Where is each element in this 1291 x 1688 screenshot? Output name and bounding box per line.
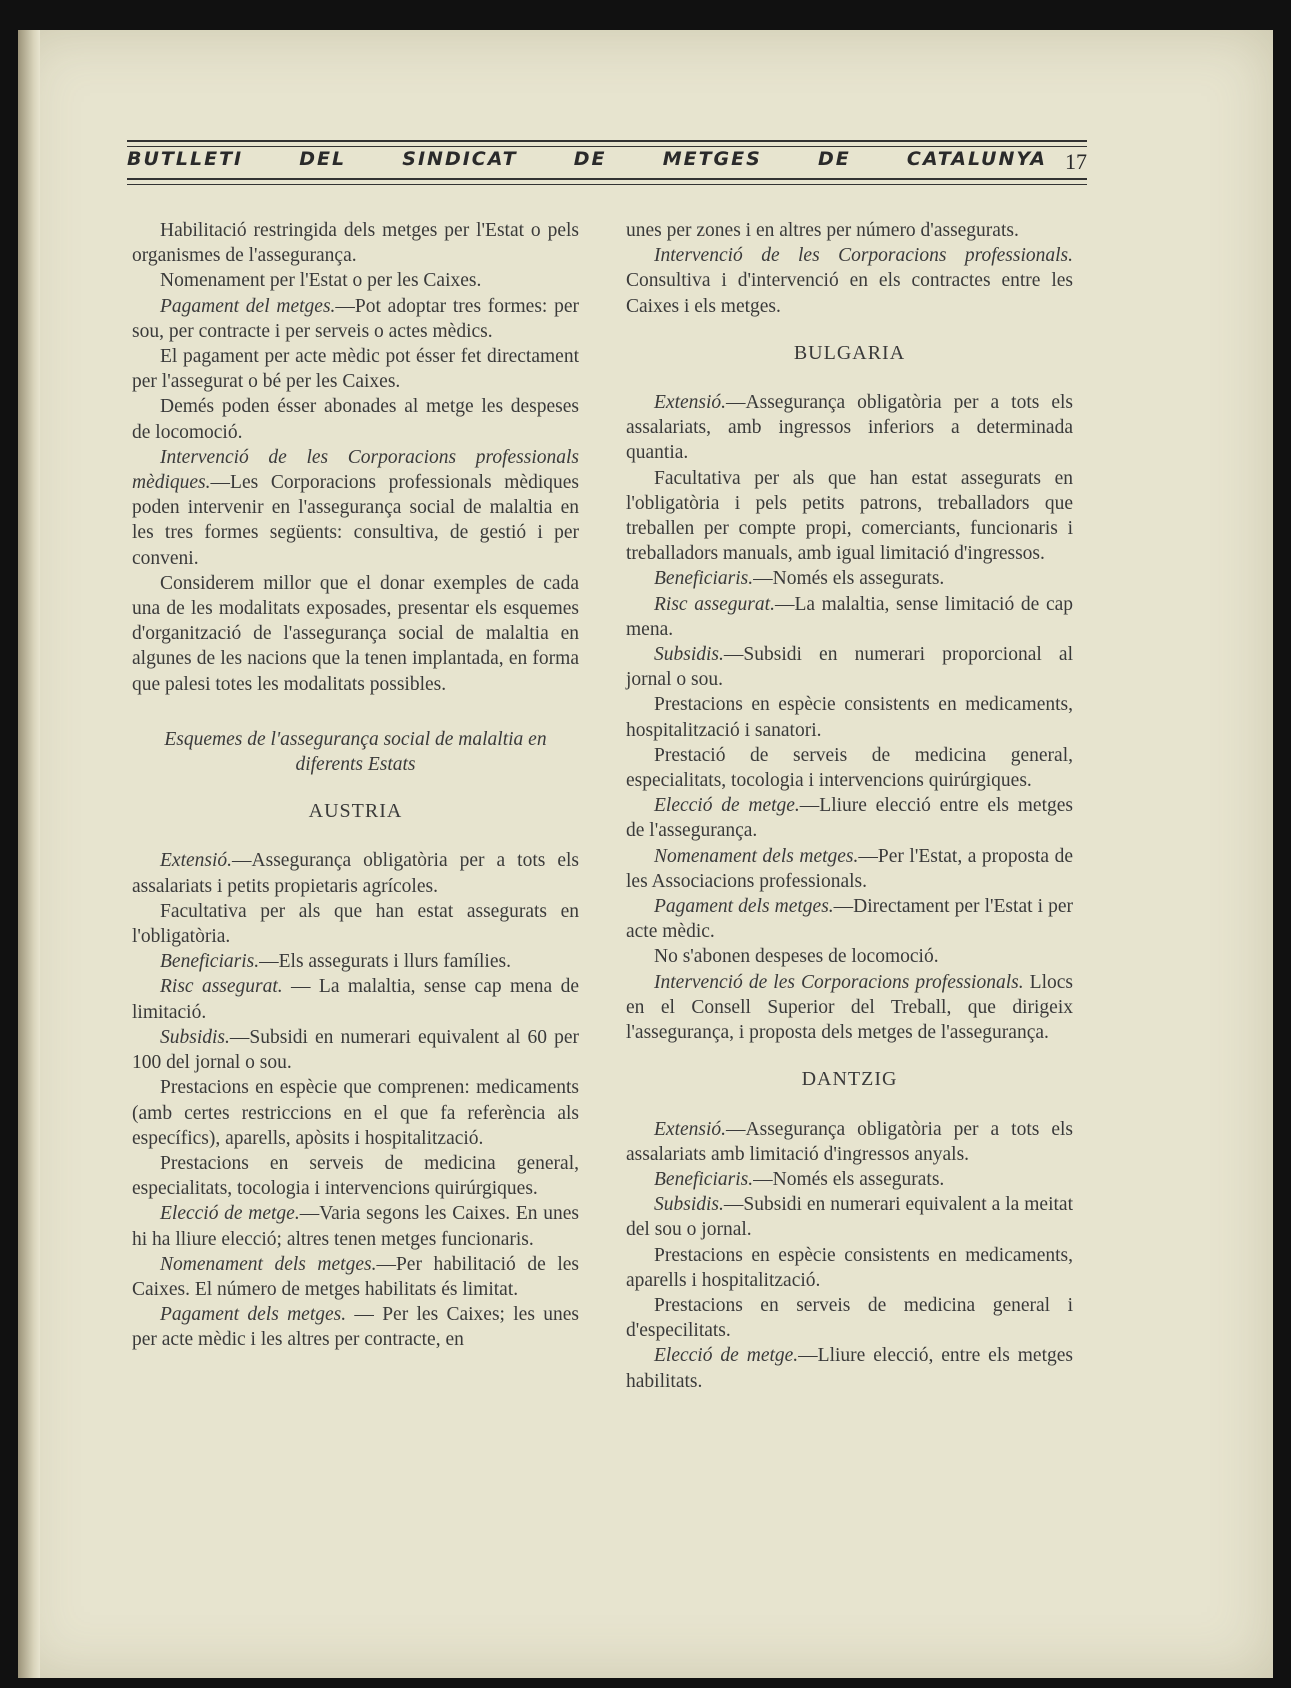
paragraph: Demés poden ésser abonades al metge les despeses de locomoció. — [132, 396, 579, 443]
paragraph: El pagament per acte mèdic pot ésser fet directament per l'assegurat o bé per les Caixes. — [132, 346, 579, 393]
paragraph: Prestacions en serveis de medicina general i d'especilitats. — [626, 1294, 1073, 1342]
paragraph: Intervenció de les Corporacions professionals mèdiques.—Les Corporacions professionals mèdiques poden intervenir en l'assegurança social de malaltia en les tres formes següents: consultiva, de gestió i per conveni. — [132, 446, 579, 569]
paragraph-label: Beneficiaris. — [654, 568, 754, 590]
paragraph-label: Subsidis. — [160, 1026, 230, 1048]
paragraph: Prestacions en espècie consistents en medicaments, hospitalització i sanatori. — [626, 694, 1073, 741]
header-rule-top — [127, 140, 1087, 147]
paragraph: Beneficiaris.—Els assegurats i llurs famílies. — [160, 951, 511, 973]
paragraph: Extensió.—Assegurança obligatòria per a tots els assalariats, amb ingressos inferiors a determinada quantia. — [626, 392, 1073, 464]
paragraph-label: Elecció de metge. — [654, 1345, 799, 1367]
paragraph: Pagament dels metges. — Per les Caixes; les unes per acte mèdic i les altres per contracte, en — [132, 1304, 579, 1351]
title-word: BUTLLETI — [127, 148, 244, 170]
paragraph-label: Intervenció de les Corporacions professionals. — [654, 971, 1024, 993]
paragraph: Intervenció de les Corporacions professionals. Llocs en el Consell Superior del Treball, que dirigeix l'assegurança, i proposta dels metges de l'assegurança. — [626, 971, 1073, 1044]
paragraph-label: Nomenament dels metges. — [654, 845, 859, 867]
paragraph: Considerem millor que el donar exemples de cada una de les modalitats exposades, presentar els esquemes d'organització de l'assegurança social de malaltia en algunes de les nacions que la tenen implantada, en forma que palesi totes les modalitats possibles. — [132, 572, 579, 695]
paragraph: Nomenament dels metges.—Per l'Estat, a proposta de les Associacions professionals. — [626, 845, 1073, 892]
paragraph-label: Intervenció de les Corporacions professionals. — [654, 245, 1073, 267]
paragraph-label: Beneficiaris. — [160, 951, 260, 973]
title-word: DE — [573, 148, 607, 170]
title-word: DE — [817, 148, 851, 170]
paragraph: Facultativa per als que han estat assegurats en l'obligatòria i pels petits patrons, treballadors que treballen per compte propi, comerciants, funcionaris i treballadors manuals, amb igual limitació d'ingressos. — [626, 467, 1073, 565]
paragraph: Elecció de metge.—Lliure elecció entre els metges de l'assegurança. — [626, 795, 1073, 842]
paragraph-label: Risc assegurat. — [654, 593, 775, 615]
paragraph: Nomenament dels metges.—Per habilitació de les Caixes. El número de metges habilitats és limitat. — [132, 1253, 579, 1300]
paragraph: Intervenció de les Corporacions professionals. Consultiva i d'intervenció en els contractes entre les Caixes i els metges. — [626, 245, 1073, 317]
section-subtitle: Esquemes de l'assegurança social de malaltia en diferents Estats — [164, 728, 547, 776]
paragraph-label: Pagament dels metges. — [160, 1304, 347, 1326]
paragraph-label: Beneficiaris. — [654, 1168, 754, 1190]
paragraph: Prestació de serveis de medicina general, especialitats, tocologia i intervencions quirúrgiques. — [626, 744, 1073, 792]
paragraph: Prestacions en espècie que comprenen: medicaments (amb certes restriccions en el que fa referència als específics), aparells, apòsits i hospitalització. — [132, 1077, 579, 1149]
country-heading-dantzig: DANTZIG — [801, 1068, 898, 1091]
paragraph-label: Elecció de metge. — [160, 1203, 300, 1225]
paragraph: Extensió.—Assegurança obligatòria per a tots els assalariats amb limitació d'ingressos anyals. — [626, 1118, 1073, 1165]
paragraph-label: Pagament del metges. — [160, 295, 336, 317]
page-number: 17 — [1065, 149, 1087, 174]
paragraph: Prestacions en espècie consistents en medicaments, aparells i hospitalització. — [626, 1244, 1073, 1291]
country-heading-austria: AUSTRIA — [308, 800, 403, 823]
paragraph: Subsidis.—Subsidi en numerari equivalent al 60 per 100 del jornal o sou. — [132, 1026, 579, 1074]
paragraph-label: Nomenament dels metges. — [160, 1253, 377, 1275]
paragraph: Risc assegurat.—La malaltia, sense limitació de cap mena. — [626, 593, 1073, 640]
paragraph-label: Pagament dels metges. — [654, 896, 834, 918]
paragraph: unes per zones i en altres per número d'assegurats. — [626, 220, 1019, 241]
page-binding-edge — [18, 30, 40, 1678]
paragraph-label: Extensió. — [654, 1118, 727, 1140]
paragraph: Prestacions en serveis de medicina general, especialitats, tocologia i intervencions quirúrgiques. — [132, 1152, 579, 1200]
left-column — [132, 218, 579, 1353]
paragraph-label: Subsidis. — [654, 644, 724, 666]
paragraph: Facultativa per als que han estat assegurats en l'obligatòria. — [132, 900, 579, 948]
paragraph: Elecció de metge.—Varia segons les Caixes. En unes hi ha lliure elecció; altres tenen metges funcionaris. — [132, 1203, 579, 1250]
title-word: SINDICAT — [402, 148, 518, 170]
paragraph-label: Extensió. — [654, 392, 727, 414]
header-rule-bottom — [127, 178, 1087, 185]
paragraph: Extensió.—Assegurança obligatòria per a tots els assalariats i petits propietaris agrícoles. — [132, 850, 579, 897]
journal-title — [127, 148, 1047, 170]
paragraph-label: Extensió. — [160, 850, 233, 872]
paragraph: Risc assegurat. — La malaltia, sense cap mena de limitació. — [132, 976, 579, 1023]
title-word: METGES — [662, 148, 762, 170]
paragraph: Habilitació restringida dels metges per l'Estat o pels organismes de l'assegurança. — [132, 220, 579, 267]
paragraph: Subsidis.—Subsidi en numerari proporcional al jornal o sou. — [626, 644, 1073, 691]
paragraph: Beneficiaris.—Només els assegurats. — [654, 1168, 945, 1190]
paragraph: Elecció de metge.—Lliure elecció, entre els metges habilitats. — [626, 1345, 1073, 1392]
paragraph-label: Elecció de metge. — [654, 795, 800, 817]
paragraph: Pagament del metges.—Pot adoptar tres formes: per sou, per contracte i per serveis o actes mèdics. — [132, 295, 579, 342]
paragraph: Subsidis.—Subsidi en numerari equivalent a la meitat del sou o jornal. — [626, 1194, 1073, 1241]
title-word: DEL — [299, 148, 347, 170]
paragraph: Pagament dels metges.—Directament per l'Estat i per acte mèdic. — [626, 896, 1073, 943]
country-heading-bulgaria: BULGARIA — [793, 341, 906, 364]
paragraph: No s'abonen despeses de locomoció. — [654, 946, 939, 968]
paragraph: Nomenament per l'Estat o per les Caixes. — [160, 270, 482, 292]
title-word: CATALUNYA — [906, 148, 1047, 170]
right-column — [626, 218, 1073, 1394]
paragraph-label: Subsidis. — [654, 1194, 724, 1216]
paragraph-label: Intervenció de les Corporacions professionals mèdiques. — [132, 446, 579, 494]
paragraph-label: Risc assegurat. — [160, 976, 283, 998]
paragraph: Beneficiaris.—Només els assegurats. — [654, 568, 945, 590]
